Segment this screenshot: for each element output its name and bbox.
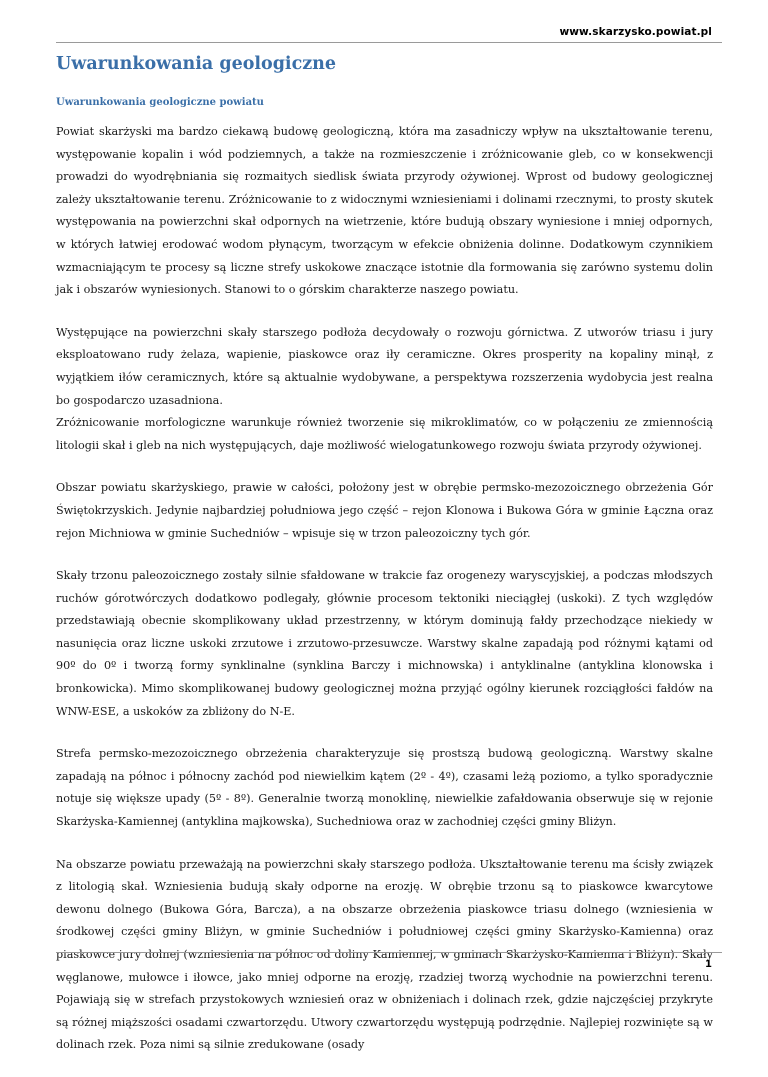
site-url[interactable]: www.skarzysko.powiat.pl	[559, 26, 712, 38]
paragraph-permian-mesozoic: Strefa permsko-mezozoicznego obrzeżenia charakteryzuje się prostszą budową geologiczną. Warstwy skalne zapadają na północ i północny zachód pod niewielkim kątem (2º - 4º), czasami leżą poziomo, a tylko sporadycznie notuje się większe upady (5º - 8º). Generalnie tworzą monoklinę, niewielkie zafałdowania obserwuje się w rejonie Skarżyska-Kamiennej (antyklina majkowska), Suchedniowa oraz w zachodniej części gminy Bliżyn.	[56, 747, 713, 829]
paragraph-microclimate: Zróżnicowanie morfologiczne warunkuje również tworzenie się mikroklimatów, co w połączeniu ze zmiennością litologii skał i gleb na nich występujących, daje możliwość wielogatunkowego rozwoju świata przyrody ożywionej.	[56, 416, 713, 452]
page-title: Uwarunkowania geologiczne	[56, 54, 337, 74]
paragraph-location: Obszar powiatu skarżyskiego, prawie w całości, położony jest w obrębie permsko-mezozoicznego obrzeżenia Gór Świętokrzyskich. Jedynie najbardziej południowa jego część – rejon Klonowa i Bukowa Góra w gminie Łączna oraz rejon Michniowa w gminie Suchedniów – wpisuje się w trzon paleozoiczny tych gór.	[56, 481, 713, 540]
page-subtitle: Uwarunkowania geologiczne powiatu	[56, 97, 264, 108]
paragraph-terrain-lithology: Na obszarze powiatu przeważają na powierzchni skały starszego podłoża. Ukształtowanie terenu ma ścisły związek z litologią skał. Wzniesienia budują skały odporne na erozję. W obrębie trzonu są to piaskowce kwarcytowe dewonu dolnego (Bukowa Góra, Barcza), a na obszarze obrzeżenia piaskowce triasu dolnego (wzniesienia w środkowej części gminy Bliżyn, w gminie Suchedniów i południowej części gminy Skarżysko-Kamienna) oraz piaskowce jury dolnej (wzniesienia na północ od doliny Kamiennej, w gminach Skarżysko-Kamienna i Bliżyn). Skały węglanowe, mułowce i iłowce, jako mniej odporne na erozję, rzadziej tworzą wychodnie na powierzchni terenu. Pojawiają się w strefach przystokowych wzniesień oraz w obniżeniach i dolinach rzek, gdzie najczęściej przykryte są różnej miąższości osadami czwartorzędu. Utwory czwartorzędu występują podrzędnie. Najlepiej rozwinięte są w dolinach rzek. Poza nimi są silnie zredukowane (osady	[56, 857, 713, 1052]
paragraph-mining: Występujące na powierzchni skały starszego podłoża decydowały o rozwoju górnictwa. Z utworów triasu i jury eksploatowano rudy żelaza, wapienie, piaskowce oraz iły ceramiczne. Okres prosperity na kopaliny minął, z wyjątkiem iłów ceramicznych, które są aktualnie wydobywane, a perspektywa rozszerzenia wydobycia jest realna bo gospodarczo uzasadniona.	[56, 325, 713, 407]
page-number: 1	[705, 959, 712, 970]
header-divider	[56, 42, 722, 43]
paragraph-paleozoic-core: Skały trzonu paleozoicznego zostały silnie sfałdowane w trakcie faz orogenezy waryscyjskiej, a podczas młodszych ruchów górotwórczych dodatkowo podlegały, głównie procesom tektoniki nieciągłej (uskoki). Z tych względów przedstawiają obecnie skomplikowany układ przestrzenny, w którym dominują fałdy przechodzące niekiedy w nasunięcia oraz liczne uskoki zrzutowe i zrzutowo-przesuwcze. Warstwy skalne zapadają pod różnymi kątami od 90º do 0º i tworzą formy synklinalne (synklina Barczy i michnowska) i antyklinalne (antyklina klonowska i bronkowicka). Mimo skomplikowanej budowy geologicznej można przyjąć ogólny kierunek rozciągłości fałdów na WNW-ESE, a uskoków za zbliżony do N-E.	[56, 569, 713, 718]
paragraph-geology-intro: Powiat skarżyski ma bardzo ciekawą budowę geologiczną, która ma zasadniczy wpływ na ukształtowanie terenu, występowanie kopalin i wód podziemnych, a także na rozmieszczenie i zróżnicowanie gleb, co w konsekwencji prowadzi do wyodrębniania się rozmaitych siedlisk świata przyrody ożywionej. Wprost od budowy geologicznej zależy ukształtowanie terenu. Zróżnicowanie to z widocznymi wzniesieniami i dolinami rzecznymi, to prosty skutek występowania na powierzchni skał odpornych na wietrzenie, które budują obszary wyniesione i mniej odpornych, w których łatwiej erodować wodom płynącym, tworzącym w efekcie obniżenia dolinne. Dodatkowym czynnikiem wzmacniającym te procesy są liczne strefy uskokowe znaczące istotnie dla formowania się zarówno systemu dolin jak i obszarów wyniesionych. Stanowi to o górskim charakterze naszego powiatu.	[56, 125, 713, 297]
article-body	[56, 121, 713, 1077]
footer-divider	[56, 952, 722, 953]
